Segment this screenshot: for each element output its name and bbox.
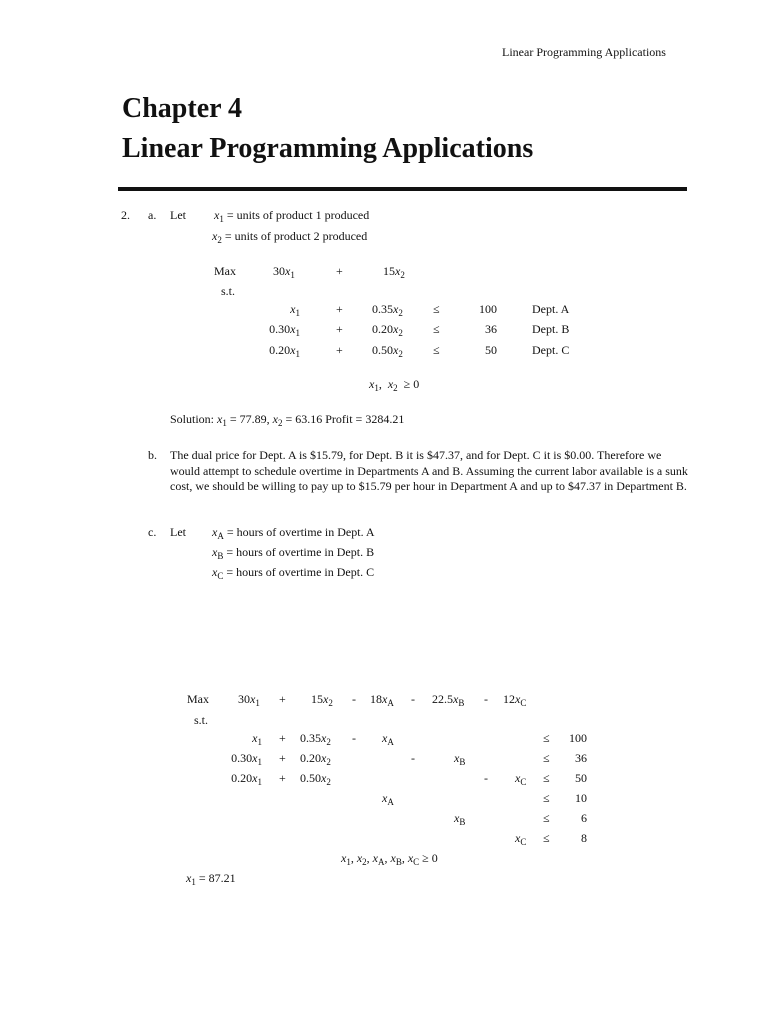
running-header: Linear Programming Applications bbox=[502, 45, 666, 59]
constraint-term-x1: $0.20x_1$ bbox=[231, 771, 262, 787]
constraint-term-x1: $0.20x_1$ bbox=[269, 343, 300, 359]
le-sign: ≤ bbox=[543, 811, 550, 825]
objective-term-x1: $30x_1$ bbox=[238, 692, 260, 708]
constraint-rhs: 10 bbox=[575, 791, 587, 805]
constraint-term-xB: $x_B$ bbox=[454, 811, 466, 827]
le-sign: ≤ bbox=[433, 302, 440, 316]
definition-xB: $x_B$ = hours of overtime in Dept. B bbox=[212, 545, 375, 561]
constraint-term-x1: $x_1$ bbox=[290, 302, 300, 318]
constraint-plus: + bbox=[279, 731, 286, 745]
nonnegativity: $x_1$, $x_2 \ge 0$ bbox=[369, 377, 420, 393]
constraint-rhs: 50 bbox=[485, 343, 497, 357]
constraint-term-x1: $0.30x_1$ bbox=[231, 751, 262, 767]
solution-line: Solution: $x_1 = 77.89$, $x_2 = 63.16$ Profit = 3284.21 bbox=[170, 412, 405, 428]
constraint-rhs: 100 bbox=[479, 302, 497, 316]
constraint-minus: - bbox=[411, 751, 415, 765]
result-x1: $x_1 = 87.21$ bbox=[186, 871, 236, 887]
objective-plus: + bbox=[279, 692, 286, 706]
constraint-term-x2: $0.20x_2$ bbox=[372, 322, 403, 338]
constraint-term-xC: $x_C$ bbox=[515, 771, 527, 787]
part-c-let: Let bbox=[170, 525, 186, 539]
definition-xC: $x_C$ = hours of overtime in Dept. C bbox=[212, 565, 375, 581]
le-sign: ≤ bbox=[543, 731, 550, 745]
constraint-dept: Dept. A bbox=[532, 302, 570, 316]
subject-to: s.t. bbox=[221, 284, 236, 298]
objective-minus: - bbox=[352, 692, 356, 706]
constraint-rhs: 36 bbox=[485, 322, 497, 336]
constraint-plus: + bbox=[336, 322, 343, 336]
definition-xA: $x_A$ = hours of overtime in Dept. A bbox=[212, 525, 375, 541]
le-sign: ≤ bbox=[543, 771, 550, 785]
problem-number: 2. bbox=[121, 208, 130, 222]
max-keyword: Max bbox=[187, 692, 209, 706]
chapter-title: Linear Programming Applications bbox=[122, 133, 534, 164]
definition-x2: $x_2$ = units of product 2 produced bbox=[212, 229, 368, 245]
constraint-term-xA: $x_A$ bbox=[382, 731, 394, 747]
constraint-term-xB: $x_B$ bbox=[454, 751, 466, 767]
constraint-plus: + bbox=[336, 302, 343, 316]
objective-minus: - bbox=[411, 692, 415, 706]
objective-term-x2: $15x_2$ bbox=[383, 264, 405, 280]
part-a-label: a. bbox=[148, 208, 157, 222]
objective-term-xC: $12x_C$ bbox=[503, 692, 527, 708]
constraint-term-x2: $0.50x_2$ bbox=[300, 771, 331, 787]
constraint-rhs: 6 bbox=[581, 811, 587, 825]
objective-term-x1: $30x_1$ bbox=[273, 264, 295, 280]
objective-term-xA: $18x_A$ bbox=[370, 692, 394, 708]
constraint-dept: Dept. B bbox=[532, 322, 570, 336]
constraint-dept: Dept. C bbox=[532, 343, 570, 357]
part-c-label: c. bbox=[148, 525, 157, 539]
chapter-label: Chapter 4 bbox=[122, 93, 243, 124]
constraint-term-x2: $0.20x_2$ bbox=[300, 751, 331, 767]
constraint-minus: - bbox=[484, 771, 488, 785]
constraint-term-x1: $0.30x_1$ bbox=[269, 322, 300, 338]
le-sign: ≤ bbox=[543, 751, 550, 765]
part-b-text: The dual price for Dept. A is $15.79, for Dept. B it is $47.37, and for Dept. C it is $0.00. Therefore we would attempt to schedule overtime in Departments A and B. Assuming the current labor available is a sunk cost, we should be willing to pay up to $15.79 per hour in Department A and up to $47.37 in Department B. bbox=[170, 448, 688, 493]
part-b-label: b. bbox=[148, 448, 157, 462]
heading-rule bbox=[118, 187, 687, 191]
constraint-term-xC: $x_C$ bbox=[515, 831, 527, 847]
nonnegativity: $x_1$, $x_2$, $x_A$, $x_B$, $x_C \ge 0$ bbox=[341, 851, 438, 867]
le-sign: ≤ bbox=[433, 322, 440, 336]
constraint-term-x2: $0.35x_2$ bbox=[372, 302, 403, 318]
constraint-rhs: 50 bbox=[575, 771, 587, 785]
definition-x1: $x_1$ = units of product 1 produced bbox=[214, 208, 370, 224]
constraint-rhs: 8 bbox=[581, 831, 587, 845]
constraint-term-xA: $x_A$ bbox=[382, 791, 394, 807]
constraint-plus: + bbox=[279, 771, 286, 785]
constraint-term-x2: $0.50x_2$ bbox=[372, 343, 403, 359]
le-sign: ≤ bbox=[433, 343, 440, 357]
constraint-term-x1: $x_1$ bbox=[252, 731, 262, 747]
constraint-rhs: 36 bbox=[575, 751, 587, 765]
constraint-plus: + bbox=[336, 343, 343, 357]
part-a-let: Let bbox=[170, 208, 186, 222]
constraint-plus: + bbox=[279, 751, 286, 765]
constraint-minus: - bbox=[352, 731, 356, 745]
objective-minus: - bbox=[484, 692, 488, 706]
max-keyword: Max bbox=[214, 264, 236, 278]
constraint-term-x2: $0.35x_2$ bbox=[300, 731, 331, 747]
objective-term-x2: $15x_2$ bbox=[311, 692, 333, 708]
le-sign: ≤ bbox=[543, 831, 550, 845]
objective-plus: + bbox=[336, 264, 343, 278]
constraint-rhs: 100 bbox=[569, 731, 587, 745]
objective-term-xB: $22.5x_B$ bbox=[432, 692, 465, 708]
le-sign: ≤ bbox=[543, 791, 550, 805]
subject-to: s.t. bbox=[194, 713, 209, 727]
